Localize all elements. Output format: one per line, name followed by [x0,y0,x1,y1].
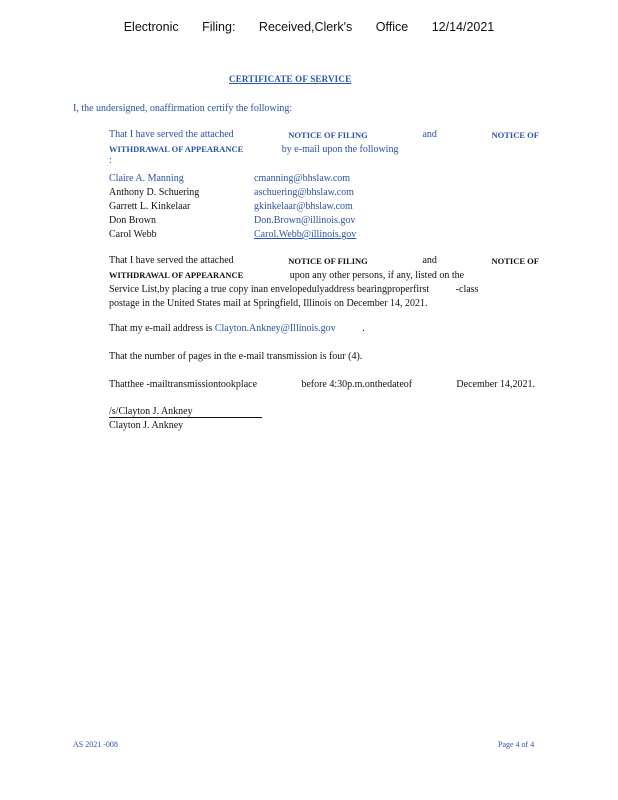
sender-email[interactable]: Clayton.Ankney@Illinois.gov [214,323,336,334]
service-paragraph-mail [109,254,539,311]
signer-name: Clayton J. Ankney [109,420,184,431]
p2-line2a: Service List,by placing a true copy inan envelopedulyaddress bearingproperfirst [109,284,430,295]
p2-and: and [422,255,437,266]
p3-text-a: That my e-mail address is [109,323,213,334]
contact-row [109,172,409,186]
header-received: Received,Clerk's [258,20,353,34]
contact-email[interactable]: aschuering@bhslaw.com [254,187,354,198]
p1-withdrawal: WITHDRAWAL OF APPEARANCE [109,144,244,154]
header-filing: Filing: [202,20,236,34]
p1-notice: NOTICE OF [491,130,539,140]
header-electronic: Electronic [123,20,179,34]
contact-name: Carol Webb [109,229,157,240]
service-paragraph-email [109,128,539,165]
p2-withdrawal: WITHDRAWAL OF APPEARANCE [109,270,244,280]
header-date: 12/14/2021 [431,20,495,34]
p1-text-b: by e-mail upon the following [281,144,399,155]
contact-email[interactable]: Carol.Webb@illinois.gov [254,229,357,240]
contact-email[interactable]: gkinkelaar@bhslaw.com [254,201,353,212]
filing-header [0,20,618,34]
p1-colon: : [109,155,112,166]
p1-notice-filing: NOTICE OF FILING [288,130,368,140]
p2-line2b: -class [455,284,479,295]
contact-row [109,186,409,200]
contact-name: Anthony D. Schuering [109,187,200,198]
p1-text-a: That I have served the attached [109,129,234,140]
contact-row [109,228,409,242]
contact-email[interactable]: Don.Brown@illinois.gov [254,215,356,226]
contact-row [109,200,409,214]
p5-text-b: before 4:30p.m.onthedateof [301,379,413,390]
p1-and: and [422,129,437,140]
p5-text-c: December 14,2021. [456,379,535,390]
document-title: CERTIFICATE OF SERVICE [229,74,352,84]
contact-email[interactable]: cmanning@bhslaw.com [254,173,351,184]
p2-line3: postage in the United States mail at Springfield, Illinois on December 14, 2021. [109,298,428,309]
transmission-time-paragraph [109,379,535,390]
signature-line: /s/Clayton J. Ankney [109,406,262,418]
contact-name: Don Brown [109,215,156,226]
p3-dot: . [362,323,365,334]
footer-page-number: Page 4 of 4 [498,740,535,749]
footer-case-number: AS 2021 -008 [73,740,118,749]
page-count-paragraph: That the number of pages in the e-mail transmission is four (4). [109,351,363,362]
contact-row [109,214,409,228]
contact-name: Garrett L. Kinkelaar [109,201,191,212]
header-office: Office [375,20,409,34]
email-address-paragraph [109,323,365,334]
contact-list [109,172,409,242]
p2-notice: NOTICE OF [491,256,539,266]
p2-notice-filing: NOTICE OF FILING [288,256,368,266]
p2-text-a: That I have served the attached [109,255,234,266]
p5-text-a: Thatthee -mailtransmissiontookplace [109,379,258,390]
intro-line: I, the undersigned, onaffirmation certify the following: [73,103,293,114]
contact-name: Claire A. Manning [109,173,184,184]
p2-text-b: upon any other persons, if any, listed on the [289,270,465,281]
